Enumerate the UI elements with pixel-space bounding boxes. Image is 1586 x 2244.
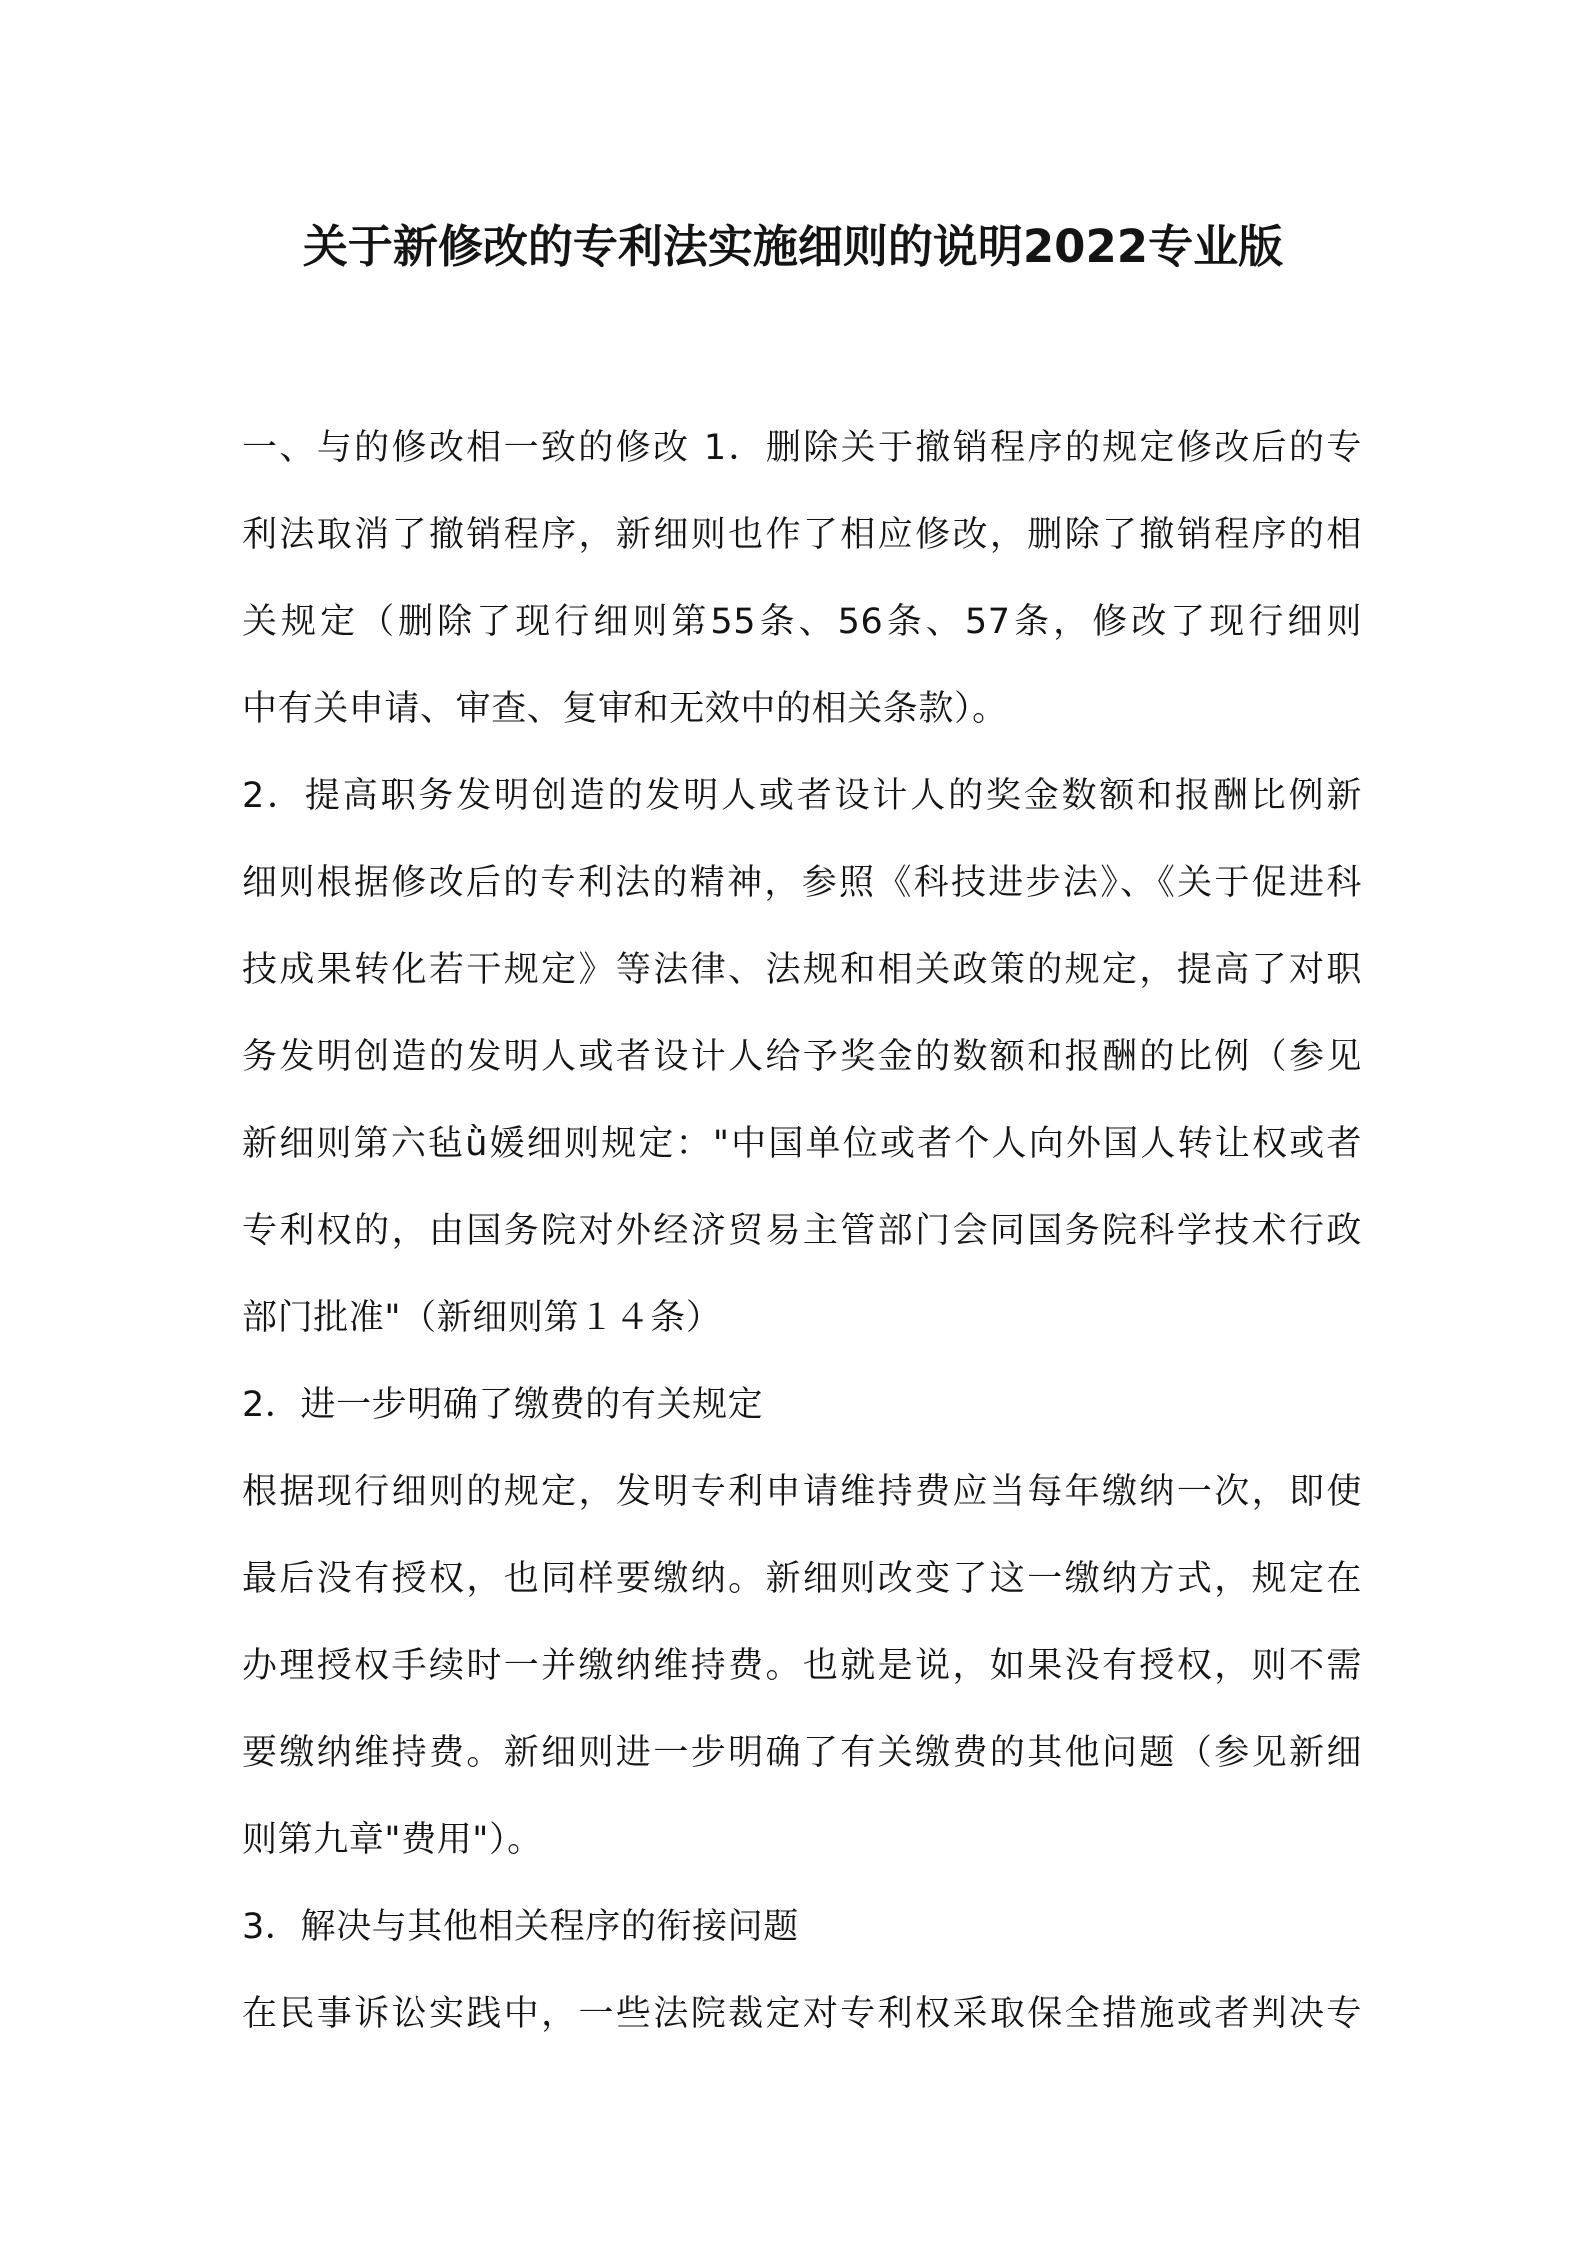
body-line: 办理授权手续时一并缴纳维持费。也就是说，如果没有授权，则不需 <box>242 1646 1362 1686</box>
body-line: 专利权的，由国务院对外经济贸易主管部门会同国务院科学技术行政 <box>242 1211 1362 1251</box>
body-line: 新细则第六毡ǜ媛细则规定："中国单位或者个人向外国人转让权或者 <box>242 1124 1362 1164</box>
section-heading: 2．进一步明确了缴费的有关规定 <box>242 1385 764 1425</box>
body-line: 中有关申请、审查、复审和无效中的相关条款）。 <box>242 689 1008 729</box>
body-line: 技成果转化若干规定》等法律、法规和相关政策的规定，提高了对职 <box>242 950 1362 990</box>
body-line: 细则根据修改后的专利法的精神，参照《科技进步法》、《关于促进科 <box>242 863 1362 903</box>
body-line: 最后没有授权，也同样要缴纳。新细则改变了这一缴纳方式，规定在 <box>242 1559 1362 1599</box>
body-line: 要缴纳维持费。新细则进一步明确了有关缴费的其他问题（参见新细 <box>242 1733 1362 1773</box>
body-line: 在民事诉讼实践中，一些法院裁定对专利权采取保全措施或者判决专 <box>242 1994 1362 2034</box>
document-title: 关于新修改的专利法实施细则的说明2022专业版 <box>302 220 1284 273</box>
body-line: 部门批准"（新细则第１４条） <box>242 1298 722 1338</box>
body-line: 根据现行细则的规定，发明专利申请维持费应当每年缴纳一次，即使 <box>242 1472 1362 1512</box>
body-line: 关规定（删除了现行细则第55条、56条、57条，修改了现行细则 <box>242 602 1362 642</box>
body-line: 一、与的修改相一致的修改 1．删除关于撤销程序的规定修改后的专 <box>242 428 1362 468</box>
section-heading: 3．解决与其他相关程序的衔接问题 <box>242 1907 799 1947</box>
body-line: 利法取消了撤销程序，新细则也作了相应修改，删除了撤销程序的相 <box>242 515 1362 555</box>
body-line: 则第九章"费用"）。 <box>242 1820 543 1860</box>
document-body <box>242 405 1362 2058</box>
body-line: 2．提高职务发明创造的发明人或者设计人的奖金数额和报酬比例新 <box>242 776 1362 816</box>
body-line: 务发明创造的发明人或者设计人给予奖金的数额和报酬的比例（参见 <box>242 1037 1362 1077</box>
